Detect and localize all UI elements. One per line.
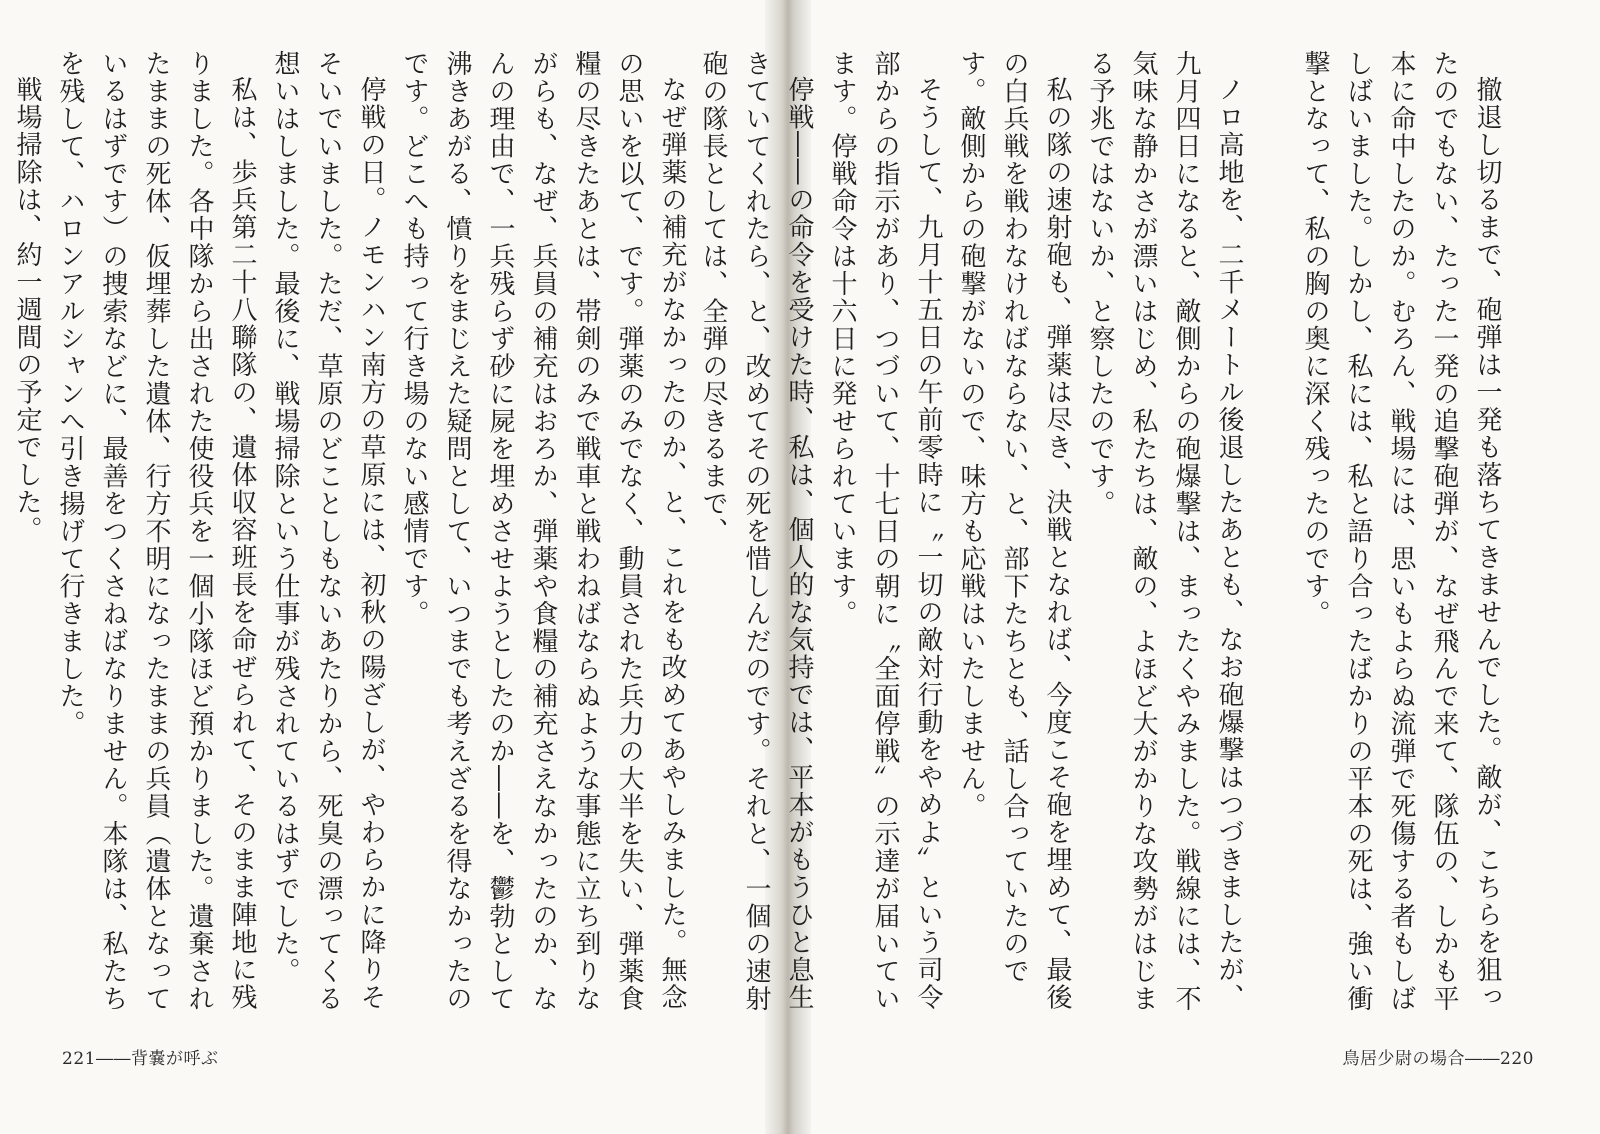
left-paragraph-4: 戦場掃除は、約一週間の予定でした。 (12, 76, 42, 544)
right-page-body (698, 50, 1508, 1030)
right-page (698, 0, 1600, 1134)
left-page (0, 0, 765, 1134)
right-paragraph-3: 私の隊の速射砲も、弾薬は尽き、決戦となれば、今度こそ砲を埋めて、最後の白兵戦を戦わなければならない、と、部下たちとも、話し合っていたのです。敵側からの砲撃がないので、味方も応戦はいたしません。 (956, 50, 1072, 1011)
left-paragraph-2: 停戦の日。ノモンハン南方の草原には、初秋の陽ざしが、やわらかに降りそそいでいました。ただ、草原のどことしもないあたりから、死臭の漂ってくる想いはしました。最後に、戦場掃除という仕事が残されているはずでした。 (270, 50, 386, 1013)
right-paragraph-5: 停戦――の命令を受けた時、私は、個人的な気持では、平本がもうひと息生きていてくれたら、と、改めてその死を惜しんだのです。それと、一個の速射砲の隊長としては、全弾の尽きるまで、 (698, 50, 814, 1013)
right-paragraph-1: 撤退し切るまで、砲弾は一発も落ちてきませんでした。敵が、こちらを狙ったのでもない、たった一発の追撃砲弾が、なぜ飛んで来て、隊伍の、しかも平本に命中したのか。むろん、戦場には、思いもよらぬ流弾で死傷する者もしばしばいました。しかし、私には、私と語り合ったばかりの平本の死は、強い衝撃となって、私の胸の奥に深く残ったのです。 (1300, 50, 1502, 1013)
left-paragraph-1: なぜ弾薬の補充がなかったのか、と、これをも改めてあやしみました。無念の思いを以て、です。弾薬のみでなく、動員された兵力の大半を失い、弾薬食糧の尽きたあとは、帯剣のみで戦車と戦わねばならぬような事態に立ち到りながらも、なぜ、兵員の補充はおろか、弾薬や食糧の補充さえなかったのか、なんの理由で、一兵残らず砂に屍を埋めさせようとしたのか――を、鬱勃として沸きあがる、憤りをまじえた疑問として、いつまでも考えざるを得なかったのです。どこへも持って行き場のない感情です。 (399, 50, 687, 1013)
left-page-folio: 221――背嚢が呼ぶ (62, 1049, 219, 1069)
right-paragraph-2: ノロ高地を、二千メートル後退したあとも、なお砲爆撃はつづきましたが、九月四日になると、敵側からの砲爆撃は、まったくやみました。戦線には、不気味な静かさが漂いはじめ、私たちは、敵の、よほど大がかりな攻勢がはじまる予兆ではないか、と察したのです。 (1085, 50, 1244, 1013)
right-paragraph-4: そうして、九月十五日の午前零時に〝一切の敵対行動をやめよ〟という司令部からの指示があり、つづいて、十七日の朝に〝全面停戦〟の示達が届いています。停戦命令は十六日に発せられています。 (827, 50, 943, 1013)
left-paragraph-3: 私は、歩兵第二十八聯隊の、遺体収容班長を命ぜられて、そのまま陣地に残りました。各中隊から出された使役兵を一個小隊ほど預かりました。遺棄されたままの死体、仮埋葬した遺体、行方不明になったままの兵員（遺体となっているはずです）の捜索などに、最善をつくさねばなりません。本隊は、私たちを残して、ハロンアルシャンへ引き揚げて行きました。 (55, 50, 257, 1013)
left-paragraph-5 (0, 50, 5, 1030)
right-page-folio: 鳥居少尉の場合――220 (1342, 1049, 1534, 1069)
left-page-body (12, 50, 693, 1030)
right-blank-line (1250, 50, 1293, 104)
